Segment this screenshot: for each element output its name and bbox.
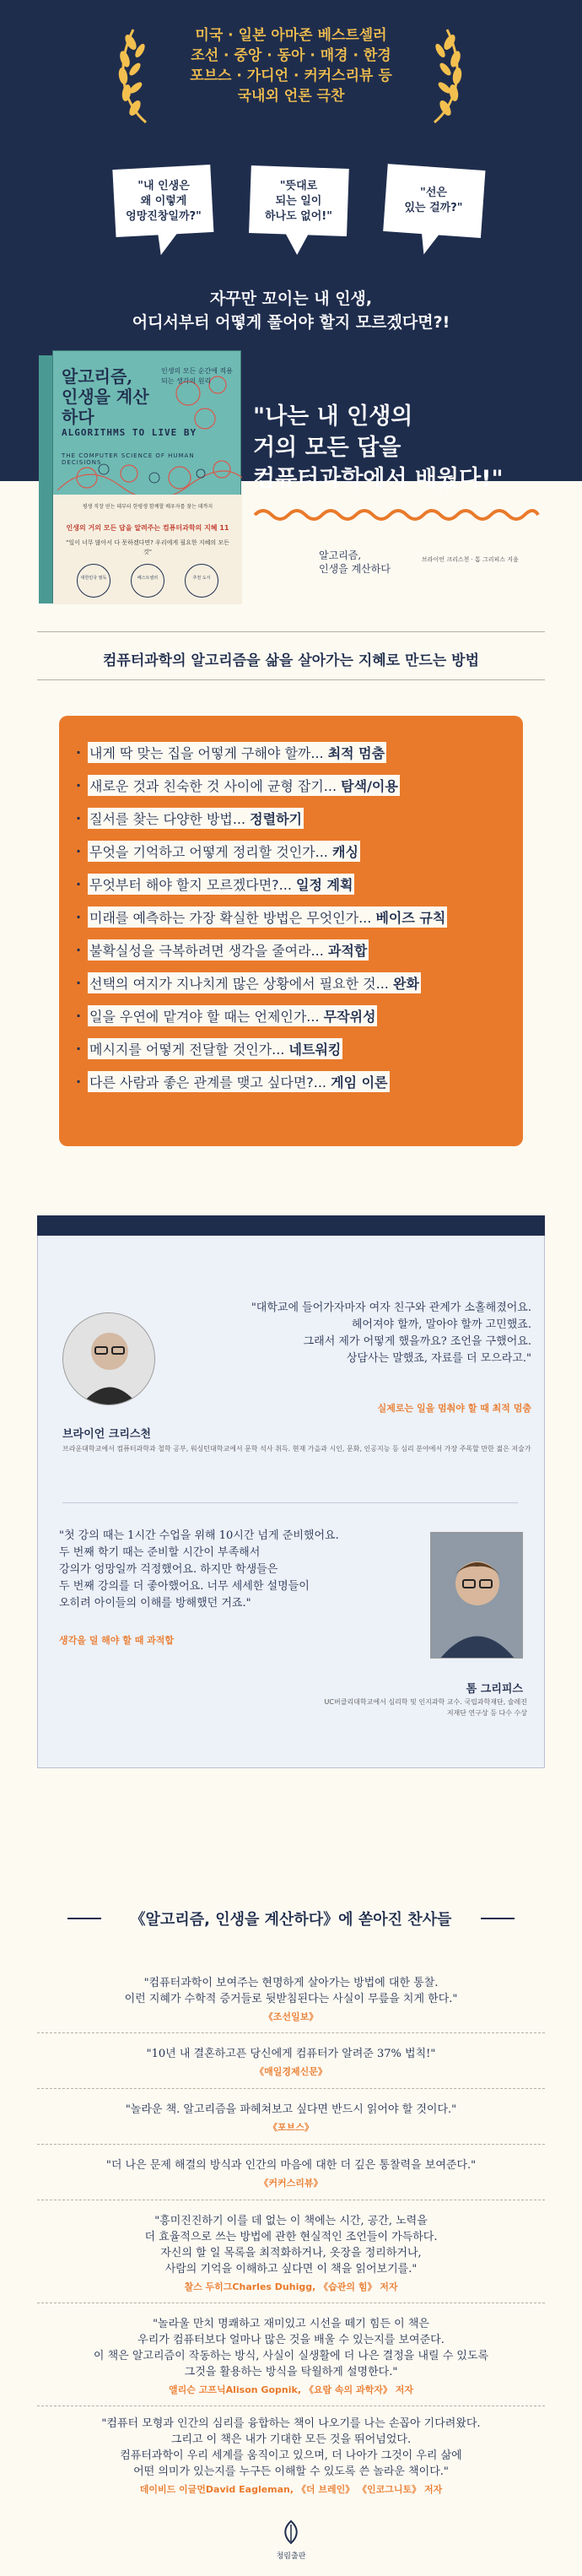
item-text: 선택의 여지가 지나치게 많은 상황에서 필요한 것... xyxy=(89,976,393,992)
book-title-line: 알고리즘, xyxy=(62,366,133,387)
item-key: 게임 이론 xyxy=(331,1074,388,1090)
review-line: 더 효율적으로 쓰는 방법에 관한 현실적인 조언들이 가득하다. xyxy=(144,2231,438,2243)
review xyxy=(0,2046,582,2080)
book-english-title: ALGORITHMS TO LIVE BY xyxy=(62,427,197,438)
review-line: 그리고 이 책은 내가 기대한 모든 것을 뛰어넘었다. xyxy=(170,2433,412,2446)
quote-line: 상담사는 말했죠, 자료를 더 모으라고." xyxy=(346,1352,531,1365)
publisher-name: 청림출판 xyxy=(276,2552,306,2561)
author-quote-griffiths xyxy=(59,1528,430,1612)
bubble-text: "내 인생은 xyxy=(137,180,190,192)
book-title xyxy=(62,366,163,427)
item-text: 일을 우연에 맡겨야 할 때는 언제인가... xyxy=(89,1009,324,1025)
review-line: 사람의 기억을 이해하고 싶다면 이 책을 읽어보기를." xyxy=(164,2263,418,2276)
item-text: 내게 딱 맞는 집을 어떻게 구해야 할까... xyxy=(89,745,328,761)
book-cover-lower xyxy=(53,495,242,604)
review-source: 《조선일보》 xyxy=(263,2011,319,2022)
hero-quote-line: "나는 내 인생의 xyxy=(253,403,413,430)
speech-bubble xyxy=(108,160,219,260)
book-english-subtitle: THE COMPUTER SCIENCE OF HUMAN DECISIONS xyxy=(62,452,195,466)
publisher-logo-icon xyxy=(278,2519,304,2545)
book-small-title-line: 인생을 계산하다 xyxy=(319,563,391,575)
bubble-text: 되는 일이 xyxy=(275,195,322,208)
review-line: "흥미진진하기 이를 데 없는 이 책에는 시간, 공간, 노력을 xyxy=(154,2215,428,2227)
bubble-text: 왜 이렇게 xyxy=(140,195,187,208)
review-line: "놀라울 만치 명쾌하고 재미있고 시선을 떼기 힘든 이 책은 xyxy=(153,2318,429,2330)
author-quote-source: 실제로는 일을 멈춰야 할 때 최적 멈춤 xyxy=(377,1403,531,1414)
quote-line: 두 번째 강의를 더 좋아했어요. 너무 세세한 설명들이 xyxy=(59,1580,310,1593)
hook-line: 자꾸만 꼬이는 내 인생, xyxy=(209,290,373,308)
award-line: 미국 · 일본 아마존 베스트셀러 xyxy=(195,27,387,44)
awards-list xyxy=(0,25,582,106)
list-item: · 일을 우연에 맡겨야 할 때는 언제인가... 무작위성 xyxy=(76,999,515,1032)
item-text: 메시지를 어떻게 전달할 것인가... xyxy=(89,1042,289,1058)
list-item: · 새로운 것과 친숙한 것 사이에 균형 잡기... 탐색/이용 xyxy=(76,769,515,802)
item-text: 새로운 것과 친숙한 것 사이에 균형 잡기... xyxy=(89,778,342,794)
review-line: "컴퓨터과학이 보여주는 현명하게 살아가는 방법에 대한 통찰. xyxy=(143,1977,439,1989)
review xyxy=(0,2157,582,2191)
item-text: 다른 사람과 좋은 관계를 맺고 싶다면?... xyxy=(89,1074,331,1090)
item-key: 탐색/이용 xyxy=(341,778,398,794)
review-line: 그것을 활용하는 방식을 탁월하게 설명한다." xyxy=(184,2366,398,2378)
review-line: "컴퓨터 모형과 인간의 심리를 융합하는 책이 나오기를 나는 손꼽아 기다려왔다. xyxy=(101,2417,481,2430)
book-badge: 추천 도서 xyxy=(185,564,218,598)
award-line: 조선 · 중앙 · 동아 · 매경 · 한경 xyxy=(191,47,391,64)
item-key: 일정 계획 xyxy=(296,877,353,893)
award-line: 국내외 언론 극찬 xyxy=(237,88,345,105)
divider xyxy=(37,2032,545,2033)
author-name: 브라이언 크리스천 xyxy=(62,1428,151,1441)
speech-bubble xyxy=(378,160,489,260)
item-text: 미래를 예측하는 가장 확실한 방법은 무엇인가... xyxy=(89,910,376,926)
review xyxy=(0,2316,582,2398)
item-key: 정렬하기 xyxy=(250,811,302,827)
speech-bubbles xyxy=(0,160,582,270)
hero-quote xyxy=(253,401,565,495)
review-line: "놀라운 책. 알고리즘을 파헤쳐보고 싶다면 반드시 읽어야 할 것이다." xyxy=(125,2103,457,2116)
item-key: 과적합 xyxy=(327,943,368,959)
hook-headline xyxy=(0,287,582,334)
book-badge: 베스트셀러 xyxy=(131,564,164,598)
book-cover-image xyxy=(39,350,241,603)
book-quote: "일이 너무 많아서 다 못하겠다면? 우리에게 필요한 지혜의 모든 것" xyxy=(66,539,229,555)
title-rule xyxy=(67,1918,101,1919)
review-line: "10년 내 결혼하고픈 당신에게 컴퓨터가 알려준 37% 법칙!" xyxy=(146,2048,436,2060)
book-blurb: 평생 직장 얻는 데부터 한평생 함께할 배우자를 찾는 데까지 xyxy=(82,504,213,510)
review-line: 자신의 할 일 목록을 최적화하거나, 옷장을 정리하거나, xyxy=(160,2247,422,2259)
item-text: 무엇을 기억하고 어떻게 정리할 것인가... xyxy=(89,844,332,860)
list-item: · 불확실성을 극복하려면 생각을 줄여라... 과적합 xyxy=(76,934,515,966)
review xyxy=(0,2416,582,2498)
hero-quote-line: 거의 모든 답을 xyxy=(253,435,401,461)
bubble-text: 엉망진창일까?" xyxy=(126,210,202,223)
list-item: · 내게 딱 맞는 집을 어떻게 구해야 할까... 최적 멈춤 xyxy=(76,736,515,769)
praise-title xyxy=(0,1908,582,1929)
review-line: 우리가 컴퓨터보다 얼마나 많은 것을 배울 수 있는지를 보여준다. xyxy=(137,2334,445,2346)
bubble-text: 하나도 없어!" xyxy=(264,210,333,223)
item-text: 질서를 찾는 다양한 방법... xyxy=(89,811,251,827)
quote-line: 헤어져야 할까, 말아야 할까 고민했죠. xyxy=(351,1318,531,1331)
book-small-title xyxy=(319,549,420,576)
review xyxy=(0,2213,582,2295)
squiggle-underline-icon xyxy=(253,506,540,523)
list-item: · 메시지를 어떻게 전달할 것인가... 네트워킹 xyxy=(76,1032,515,1065)
quote-line: "대학교에 들어가자마자 여자 친구와 관계가 소홀해졌어요. xyxy=(251,1302,531,1314)
divider xyxy=(37,679,545,680)
list-item: · 무엇을 기억하고 어떻게 정리할 것인가... 캐싱 xyxy=(76,835,515,868)
authors-panel-header xyxy=(37,1215,545,1236)
item-key: 베이즈 규칙 xyxy=(375,910,446,926)
book-title-line: 인생을 계산하다 xyxy=(62,387,149,427)
book-cover xyxy=(52,350,241,603)
book-subtitle: 인생의 모든 순간에 적용되는 생각의 원리 xyxy=(161,367,233,385)
divider xyxy=(37,2144,545,2145)
person-icon xyxy=(431,1533,523,1659)
quote-line: "첫 강의 때는 1시간 수업을 위해 10시간 넘게 준비했어요. xyxy=(59,1529,339,1542)
bubble-text: "뜻대로 xyxy=(279,180,318,192)
item-text: 무엇부터 해야 할지 모르겠다면?... xyxy=(89,877,297,893)
algorithms-list xyxy=(76,736,515,1098)
item-key: 무작위성 xyxy=(323,1009,376,1025)
book-tagline: 인생의 거의 모든 답을 알려주는 컴퓨터과학의 지혜 11 xyxy=(66,524,229,532)
list-item: · 선택의 여지가 지나치게 많은 상황에서 필요한 것... 완화 xyxy=(76,966,515,999)
book-badge: 대한민국 필독 xyxy=(77,564,110,598)
author-quote-source: 생각을 덜 해야 할 때 과적합 xyxy=(59,1635,175,1646)
award-line: 포브스 · 가디언 · 커커스리뷰 등 xyxy=(190,68,392,84)
review-line: 어떤 의미가 있는지를 누구든 이해할 수 있도록 쓴 놀라운 책이다." xyxy=(133,2465,449,2478)
divider xyxy=(37,631,545,632)
author-photo-griffiths xyxy=(430,1532,523,1659)
item-key: 완화 xyxy=(392,976,419,992)
divider xyxy=(62,1502,518,1503)
review xyxy=(0,1975,582,2025)
list-item: · 미래를 예측하는 가장 확실한 방법은 무엇인가... 베이즈 규칙 xyxy=(76,901,515,934)
title-rule xyxy=(481,1918,515,1919)
book-small-title-line: 알고리즘, xyxy=(319,549,362,561)
author-bio: 브라운대학교에서 컴퓨터과학과 철학 공부, 워싱턴대학교에서 문학 석사 취득. 현재 가을과 시인, 문화, 인공지능 등 심리 분야에서 가장 주목할 만한 젊은 저술가 xyxy=(62,1445,531,1453)
author-name: 톰 그리피스 xyxy=(466,1683,523,1696)
review-line: 이 책은 알고리즘이 작동하는 방식, 사실이 실생활에 더 나은 결정을 내릴 수 있도록 xyxy=(93,2350,489,2362)
review-line: 이런 지혜가 수학적 증거들로 뒷받침된다는 사실이 무릎을 치게 한다." xyxy=(124,1993,458,2005)
divider xyxy=(37,2088,545,2089)
algorithms-title: 컴퓨터과학의 알고리즘을 삶을 살아가는 지혜로 만드는 방법 xyxy=(102,652,480,669)
review-line: "더 나은 문제 해결의 방식과 인간의 마음에 대한 더 깊은 통찰력을 보여준다." xyxy=(105,2159,477,2172)
book-small-author: 브라이언 크리스천 · 톰 그리피스 지음 xyxy=(422,556,519,563)
review-source: 《매일경제신문》 xyxy=(255,2066,327,2077)
list-item: · 질서를 찾는 다양한 방법... 정렬하기 xyxy=(76,802,515,835)
author-bio: UC버클리대학교에서 심리학 및 인지과학 교수. 국립과학재단, 슐레진저재단 연구상 등 다수 수상 xyxy=(324,1698,527,1717)
quote-line: 강의가 엉망일까 걱정했어요. 하지만 학생들은 xyxy=(59,1563,278,1576)
item-key: 최적 멈춤 xyxy=(327,745,385,761)
publisher-logo xyxy=(257,2519,325,2561)
item-key: 네트워킹 xyxy=(288,1042,342,1058)
quote-line: 두 번째 학기 때는 준비할 시간이 부족해서 xyxy=(59,1546,261,1559)
item-key: 캐싱 xyxy=(331,844,358,860)
review-source: 찰스 두히그Charles Duhigg, 《습관의 힘》 저자 xyxy=(184,2281,398,2292)
review xyxy=(0,2102,582,2135)
review-line: 컴퓨터과학이 우리 세계를 움직이고 있으며, 더 나아가 그것이 우리 삶에 xyxy=(120,2449,462,2462)
quote-line: 그래서 제가 어떻게 했을까요? 조언을 구했어요. xyxy=(303,1335,531,1348)
bubble-text: 있는 걸까?" xyxy=(404,202,463,214)
bubble-text: "선은 xyxy=(420,187,447,199)
list-item: · 무엇부터 해야 할지 모르겠다면?... 일정 계획 xyxy=(76,868,515,901)
speech-bubble xyxy=(243,160,354,260)
book-badges xyxy=(62,564,234,598)
review-source: 앨리슨 고프닉Alison Gopnik, 《요람 속의 과학자》 저자 xyxy=(169,2384,413,2395)
quote-line: 오히려 아이들의 이해를 방해했던 거죠." xyxy=(59,1597,251,1610)
review-source: 《커커스리뷰》 xyxy=(259,2178,323,2189)
review-source: 《포브스》 xyxy=(268,2122,314,2133)
hero-quote-line: 컴퓨터과학에서 배웠다!" xyxy=(253,466,504,492)
item-text: 불확실성을 극복하려면 생각을 줄여라... xyxy=(89,943,328,959)
hook-line: 어디서부터 어떻게 풀어야 할지 모르겠다면?! xyxy=(132,313,450,332)
praise-title-text: 《알고리즘, 인생을 계산하다》에 쏟아진 찬사들 xyxy=(130,1911,452,1929)
review-source: 데이비드 이글먼David Eagleman, 《더 브레인》 《인코그니토》 저자 xyxy=(139,2484,443,2495)
author-quote-christian xyxy=(127,1300,531,1367)
list-item: · 다른 사람과 좋은 관계를 맺고 싶다면?... 게임 이론 xyxy=(76,1065,515,1098)
